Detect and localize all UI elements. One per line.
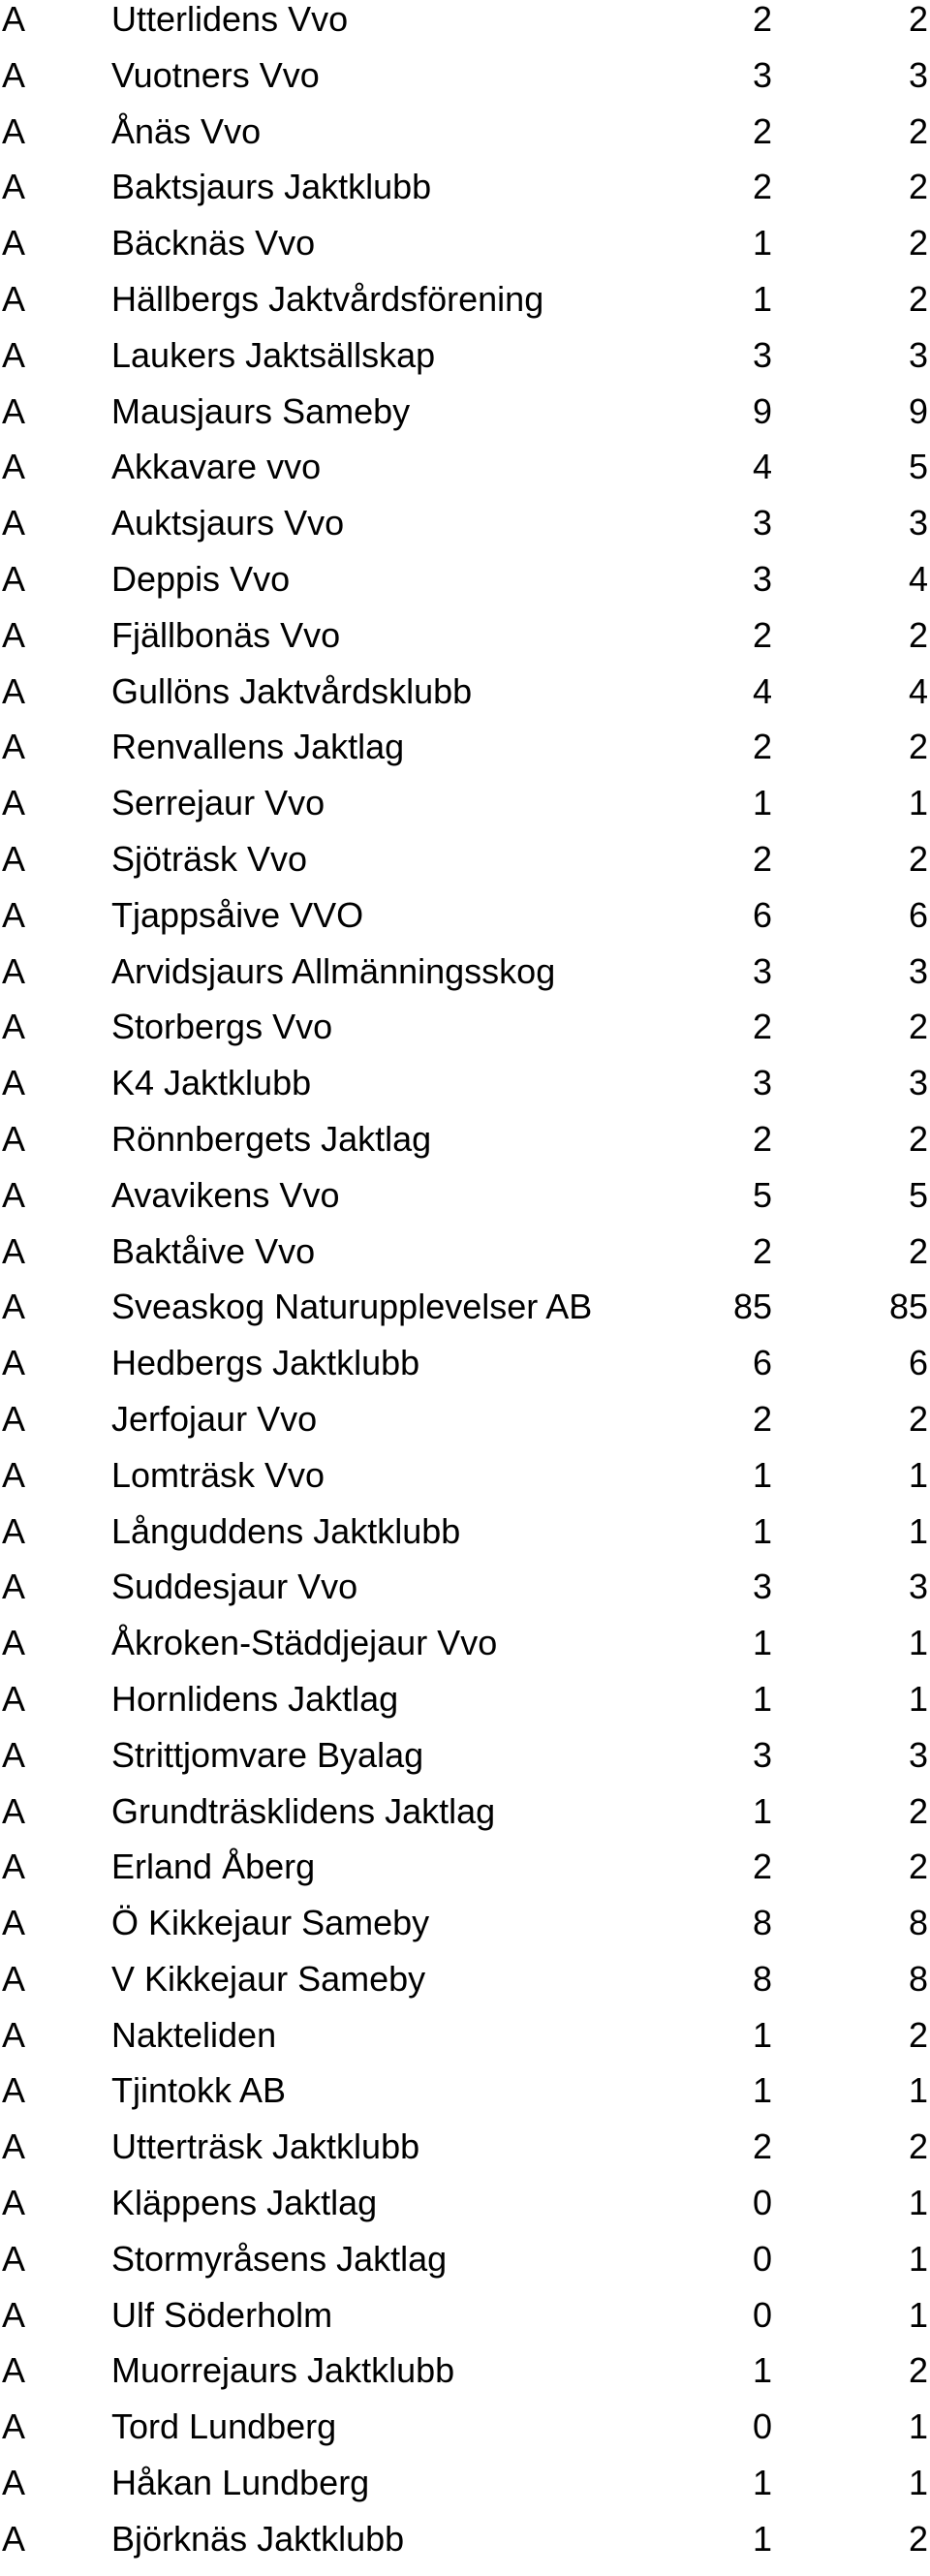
table-row xyxy=(0,1792,930,1848)
row-class-cell: A xyxy=(2,503,26,543)
table-row xyxy=(0,2407,930,2464)
row-value-1-cell: 2 xyxy=(752,167,772,207)
row-value-1-cell: 2 xyxy=(752,1847,772,1887)
row-value-2-cell: 1 xyxy=(908,2183,928,2223)
table-row xyxy=(0,392,930,449)
row-name-cell: Ulf Söderholm xyxy=(111,2294,333,2335)
row-value-2-cell: 2 xyxy=(908,1007,928,1047)
table-row xyxy=(0,168,930,224)
table-row xyxy=(0,2240,930,2296)
row-value-2-cell: 2 xyxy=(908,2126,928,2167)
table-row xyxy=(0,1847,930,1904)
row-name-cell: Håkan Lundberg xyxy=(111,2463,370,2503)
row-value-2-cell: 2 xyxy=(908,2350,928,2391)
table-row xyxy=(0,616,930,672)
row-name-cell: Fjällbonäs Vvo xyxy=(111,614,341,655)
table-row xyxy=(0,728,930,784)
row-value-1-cell: 1 xyxy=(752,2463,772,2503)
row-class-cell: A xyxy=(2,1678,26,1719)
row-name-cell: Tjintokk AB xyxy=(111,2070,287,2111)
row-value-2-cell: 1 xyxy=(908,2238,928,2279)
row-value-2-cell: 2 xyxy=(908,2014,928,2055)
row-value-1-cell: 1 xyxy=(752,278,772,319)
row-class-cell: A xyxy=(2,223,26,264)
row-value-1-cell: 0 xyxy=(752,2406,772,2447)
table-row xyxy=(0,1400,930,1456)
row-name-cell: Vuotners Vvo xyxy=(111,54,320,95)
row-value-2-cell: 2 xyxy=(908,1230,928,1271)
row-value-2-cell: 5 xyxy=(908,447,928,487)
row-value-2-cell: 6 xyxy=(908,894,928,935)
table-row xyxy=(0,1008,930,1064)
row-name-cell: Auktsjaurs Vvo xyxy=(111,503,345,543)
row-value-1-cell: 2 xyxy=(752,838,772,879)
row-value-1-cell: 3 xyxy=(752,1063,772,1103)
row-name-cell: Gullöns Jaktvårdsklubb xyxy=(111,670,473,711)
row-name-cell: Baktåive Vvo xyxy=(111,1230,316,1271)
row-class-cell: A xyxy=(2,1903,26,1943)
row-value-1-cell: 1 xyxy=(752,1790,772,1831)
row-class-cell: A xyxy=(2,950,26,991)
row-class-cell: A xyxy=(2,278,26,319)
row-value-1-cell: 1 xyxy=(752,1510,772,1551)
row-name-cell: Deppis Vvo xyxy=(111,558,291,599)
row-value-1-cell: 2 xyxy=(752,614,772,655)
row-class-cell: A xyxy=(2,2238,26,2279)
row-value-1-cell: 2 xyxy=(752,727,772,767)
row-name-cell: Baktsjaurs Jaktklubb xyxy=(111,167,432,207)
row-value-1-cell: 2 xyxy=(752,1230,772,1271)
row-name-cell: Renvallens Jaktlag xyxy=(111,727,405,767)
row-name-cell: Stormyråsens Jaktlag xyxy=(111,2238,448,2279)
row-value-1-cell: 6 xyxy=(752,1343,772,1383)
row-name-cell: Storbergs Vvo xyxy=(111,1007,333,1047)
row-value-1-cell: 1 xyxy=(752,783,772,823)
row-value-1-cell: 8 xyxy=(752,1958,772,1999)
row-class-cell: A xyxy=(2,167,26,207)
row-value-2-cell: 5 xyxy=(908,1174,928,1215)
row-class-cell: A xyxy=(2,1958,26,1999)
table-row xyxy=(0,2296,930,2352)
table-row xyxy=(0,1567,930,1624)
row-value-2-cell: 2 xyxy=(908,2518,928,2559)
row-class-cell: A xyxy=(2,838,26,879)
row-name-cell: Ö Kikkejaur Sameby xyxy=(111,1903,430,1943)
row-class-cell: A xyxy=(2,2183,26,2223)
table-row xyxy=(0,784,930,840)
row-name-cell: Mausjaurs Sameby xyxy=(111,390,411,431)
table-row xyxy=(0,0,930,56)
row-value-1-cell: 1 xyxy=(752,2070,772,2111)
row-value-1-cell: 2 xyxy=(752,1398,772,1439)
table-row xyxy=(0,1624,930,1680)
row-class-cell: A xyxy=(2,2126,26,2167)
table-row xyxy=(0,336,930,392)
row-name-cell: V Kikkejaur Sameby xyxy=(111,1958,426,1999)
row-class-cell: A xyxy=(2,2406,26,2447)
row-class-cell: A xyxy=(2,1287,26,1327)
row-value-2-cell: 8 xyxy=(908,1903,928,1943)
row-value-2-cell: 2 xyxy=(908,1790,928,1831)
table-row xyxy=(0,1176,930,1232)
row-value-1-cell: 3 xyxy=(752,503,772,543)
row-name-cell: Utterträsk Jaktklubb xyxy=(111,2126,420,2167)
row-value-2-cell: 2 xyxy=(908,0,928,39)
row-class-cell: A xyxy=(2,2350,26,2391)
row-name-cell: Björknäs Jaktklubb xyxy=(111,2518,405,2559)
table-row xyxy=(0,504,930,560)
row-name-cell: Jerfojaur Vvo xyxy=(111,1398,318,1439)
row-value-1-cell: 5 xyxy=(752,1174,772,1215)
row-name-cell: Avavikens Vvo xyxy=(111,1174,340,1215)
table-row xyxy=(0,280,930,336)
table-row xyxy=(0,672,930,729)
row-value-1-cell: 1 xyxy=(752,1623,772,1663)
table-row xyxy=(0,1120,930,1176)
row-class-cell: A xyxy=(2,1790,26,1831)
row-value-2-cell: 1 xyxy=(908,2070,928,2111)
table-row xyxy=(0,1904,930,1960)
table-row xyxy=(0,1344,930,1400)
row-class-cell: A xyxy=(2,2014,26,2055)
row-value-1-cell: 2 xyxy=(752,0,772,39)
table-row xyxy=(0,896,930,952)
table-row xyxy=(0,952,930,1009)
table-row xyxy=(0,1232,930,1288)
table-row xyxy=(0,1288,930,1344)
row-value-2-cell: 1 xyxy=(908,1454,928,1495)
row-value-2-cell: 3 xyxy=(908,54,928,95)
row-value-2-cell: 3 xyxy=(908,1063,928,1103)
table-row xyxy=(0,448,930,504)
row-name-cell: Hedbergs Jaktklubb xyxy=(111,1343,420,1383)
row-value-2-cell: 85 xyxy=(888,1287,928,1327)
row-value-2-cell: 4 xyxy=(908,670,928,711)
table-row xyxy=(0,1736,930,1792)
row-class-cell: A xyxy=(2,1007,26,1047)
row-value-1-cell: 6 xyxy=(752,894,772,935)
row-value-1-cell: 2 xyxy=(752,110,772,151)
table-row xyxy=(0,1680,930,1736)
row-value-1-cell: 1 xyxy=(752,2014,772,2055)
row-value-1-cell: 1 xyxy=(752,2518,772,2559)
row-value-1-cell: 9 xyxy=(752,390,772,431)
table-row xyxy=(0,2520,930,2576)
row-class-cell: A xyxy=(2,1118,26,1159)
row-value-2-cell: 2 xyxy=(908,223,928,264)
row-value-2-cell: 1 xyxy=(908,2406,928,2447)
row-name-cell: Utterlidens Vvo xyxy=(111,0,349,39)
row-name-cell: Kläppens Jaktlag xyxy=(111,2183,378,2223)
row-value-1-cell: 2 xyxy=(752,1007,772,1047)
row-value-2-cell: 2 xyxy=(908,167,928,207)
table-row xyxy=(0,1512,930,1568)
row-value-1-cell: 2 xyxy=(752,2126,772,2167)
row-name-cell: Akkavare vvo xyxy=(111,447,322,487)
table-row xyxy=(0,56,930,112)
row-value-2-cell: 1 xyxy=(908,2294,928,2335)
row-value-2-cell: 2 xyxy=(908,1398,928,1439)
row-name-cell: Sveaskog Naturupplevelser AB xyxy=(111,1287,593,1327)
row-class-cell: A xyxy=(2,2518,26,2559)
row-class-cell: A xyxy=(2,1398,26,1439)
row-value-2-cell: 1 xyxy=(908,1678,928,1719)
row-class-cell: A xyxy=(2,1510,26,1551)
row-name-cell: Muorrejaurs Jaktklubb xyxy=(111,2350,455,2391)
row-value-1-cell: 3 xyxy=(752,1567,772,1607)
row-value-1-cell: 1 xyxy=(752,223,772,264)
row-class-cell: A xyxy=(2,1230,26,1271)
row-value-1-cell: 2 xyxy=(752,1118,772,1159)
row-name-cell: Suddesjaur Vvo xyxy=(111,1567,358,1607)
row-class-cell: A xyxy=(2,2070,26,2111)
row-value-2-cell: 2 xyxy=(908,838,928,879)
table-row xyxy=(0,2351,930,2407)
row-value-2-cell: 2 xyxy=(908,1118,928,1159)
row-value-2-cell: 3 xyxy=(908,1567,928,1607)
row-value-1-cell: 0 xyxy=(752,2294,772,2335)
row-class-cell: A xyxy=(2,670,26,711)
table-row xyxy=(0,560,930,616)
row-value-1-cell: 3 xyxy=(752,334,772,375)
row-class-cell: A xyxy=(2,1454,26,1495)
row-name-cell: Grundträsklidens Jaktlag xyxy=(111,1790,496,1831)
row-value-1-cell: 0 xyxy=(752,2238,772,2279)
row-class-cell: A xyxy=(2,110,26,151)
row-value-2-cell: 8 xyxy=(908,1958,928,1999)
table-row xyxy=(0,224,930,280)
row-class-cell: A xyxy=(2,2463,26,2503)
row-value-2-cell: 2 xyxy=(908,110,928,151)
row-class-cell: A xyxy=(2,54,26,95)
row-name-cell: Hornlidens Jaktlag xyxy=(111,1678,399,1719)
row-class-cell: A xyxy=(2,1343,26,1383)
row-name-cell: Erland Åberg xyxy=(111,1847,316,1887)
table-row xyxy=(0,1064,930,1120)
row-value-1-cell: 3 xyxy=(752,1734,772,1775)
row-name-cell: Bäcknäs Vvo xyxy=(111,223,316,264)
row-class-cell: A xyxy=(2,894,26,935)
row-class-cell: A xyxy=(2,783,26,823)
row-class-cell: A xyxy=(2,1063,26,1103)
row-name-cell: Strittjomvare Byalag xyxy=(111,1734,424,1775)
row-name-cell: Lomträsk Vvo xyxy=(111,1454,326,1495)
table-row xyxy=(0,112,930,169)
table-row xyxy=(0,2016,930,2072)
row-name-cell: Nakteliden xyxy=(111,2014,277,2055)
row-name-cell: K4 Jaktklubb xyxy=(111,1063,312,1103)
row-class-cell: A xyxy=(2,558,26,599)
row-value-2-cell: 1 xyxy=(908,1623,928,1663)
row-value-2-cell: 3 xyxy=(908,950,928,991)
row-name-cell: Sjöträsk Vvo xyxy=(111,838,308,879)
row-value-2-cell: 4 xyxy=(908,558,928,599)
table-row xyxy=(0,1960,930,2016)
row-value-1-cell: 4 xyxy=(752,670,772,711)
row-value-1-cell: 85 xyxy=(732,1287,772,1327)
row-name-cell: Hällbergs Jaktvårdsförening xyxy=(111,278,544,319)
row-value-1-cell: 3 xyxy=(752,54,772,95)
row-class-cell: A xyxy=(2,1567,26,1607)
row-value-2-cell: 1 xyxy=(908,1510,928,1551)
row-value-2-cell: 1 xyxy=(908,2463,928,2503)
row-value-1-cell: 1 xyxy=(752,2350,772,2391)
row-class-cell: A xyxy=(2,614,26,655)
table-row xyxy=(0,1456,930,1512)
row-value-1-cell: 3 xyxy=(752,950,772,991)
row-value-2-cell: 3 xyxy=(908,334,928,375)
row-value-2-cell: 2 xyxy=(908,727,928,767)
row-name-cell: Laukers Jaktsällskap xyxy=(111,334,436,375)
row-class-cell: A xyxy=(2,1847,26,1887)
table-row xyxy=(0,2071,930,2127)
table-row xyxy=(0,2184,930,2240)
row-value-1-cell: 1 xyxy=(752,1454,772,1495)
row-name-cell: Långuddens Jaktklubb xyxy=(111,1510,461,1551)
table-row xyxy=(0,2464,930,2520)
row-value-2-cell: 9 xyxy=(908,390,928,431)
row-value-1-cell: 8 xyxy=(752,1903,772,1943)
row-class-cell: A xyxy=(2,1174,26,1215)
table-row xyxy=(0,2127,930,2184)
row-class-cell: A xyxy=(2,1734,26,1775)
row-value-1-cell: 3 xyxy=(752,558,772,599)
row-value-2-cell: 3 xyxy=(908,1734,928,1775)
row-value-2-cell: 1 xyxy=(908,783,928,823)
row-class-cell: A xyxy=(2,0,26,39)
row-value-2-cell: 3 xyxy=(908,503,928,543)
row-class-cell: A xyxy=(2,727,26,767)
row-value-1-cell: 1 xyxy=(752,1678,772,1719)
row-class-cell: A xyxy=(2,447,26,487)
row-name-cell: Rönnbergets Jaktlag xyxy=(111,1118,432,1159)
row-value-2-cell: 2 xyxy=(908,278,928,319)
row-name-cell: Tord Lundberg xyxy=(111,2406,337,2447)
row-value-2-cell: 2 xyxy=(908,1847,928,1887)
row-class-cell: A xyxy=(2,390,26,431)
row-name-cell: Serrejaur Vvo xyxy=(111,783,326,823)
row-name-cell: Arvidsjaurs Allmänningsskog xyxy=(111,950,556,991)
row-class-cell: A xyxy=(2,1623,26,1663)
row-class-cell: A xyxy=(2,2294,26,2335)
row-name-cell: Åkroken-Städdjejaur Vvo xyxy=(111,1623,498,1663)
row-class-cell: A xyxy=(2,334,26,375)
row-value-1-cell: 4 xyxy=(752,447,772,487)
row-value-2-cell: 6 xyxy=(908,1343,928,1383)
row-value-1-cell: 0 xyxy=(752,2183,772,2223)
row-name-cell: Tjappsåive VVO xyxy=(111,894,364,935)
row-name-cell: Ånäs Vvo xyxy=(111,110,262,151)
table-row xyxy=(0,840,930,896)
row-value-2-cell: 2 xyxy=(908,614,928,655)
